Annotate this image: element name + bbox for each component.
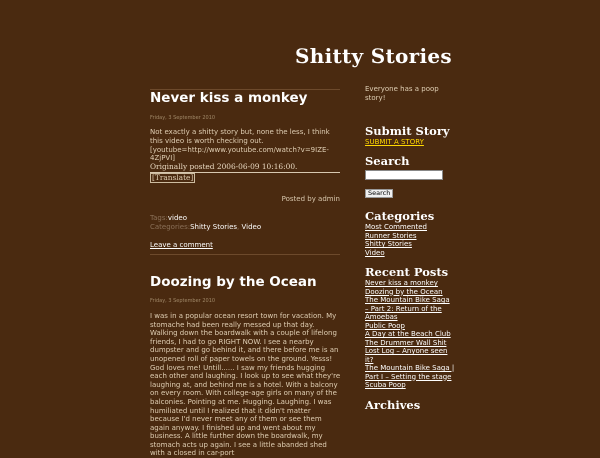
post-text: Not exactly a shitty story but, none the less, I think this video is worth checking out. [150,128,330,145]
post-date: Friday, 3 September 2010 [150,115,216,121]
post-text: I was in a popular ocean resort town for vacation. My stomache had been really messed up that day. Walking down the boardwalk with a couple of lifelong friends, I had to go RIGHT NOW. I see a nearby dumpster and go behind it, and there before me is an unopened roll of paper towels on the ground. Yesss! God loves me! Untill...... I saw my friends hugging each other and laughing. I look up to see what they're laughing at, and behind me is a hotel. With a balcony on every room. With college-age girls on many of the balconies. Pointing at me. Hugging. Laughing. I was humiliated until I realized that it didn't matter because I'd never meet any of them or see them again anyway. I finished up and went about my business. A little further down the boardwalk, my stomach acts up again. I see a little abanded shed with a closed in car-port [150,311,341,458]
category-item[interactable]: Video [365,248,385,257]
archives-heading: Archives [365,397,421,412]
leave-comment-link[interactable]: Leave a comment [150,240,213,249]
category-link[interactable]: Shitty Stories [190,222,238,231]
post [150,273,342,458]
recent-post-item[interactable]: Lost Log – Anyone seen it? [365,347,448,364]
translate-button[interactable]: [Translate] [152,172,194,182]
submit-story-link[interactable]: SUBMIT A STORY [365,138,424,146]
search-heading: Search [365,154,410,168]
recent-posts-heading: Recent Posts [365,265,449,279]
search-input[interactable] [365,170,443,180]
post [150,89,342,255]
search-form [365,170,455,199]
recent-post-item[interactable]: Doozing by the Ocean [365,287,443,296]
recent-post-item[interactable]: The Mountain Bike Saga – Part 2: Return of the Amoebas [365,296,450,321]
site-title[interactable]: Shitty Stories [295,44,452,68]
tags-label: Tags: [150,213,168,222]
category-link[interactable]: Video [241,222,262,231]
post-divider [150,254,340,255]
recent-posts-list [365,279,455,390]
search-button[interactable]: Search [365,189,393,198]
main-content [150,89,342,458]
originally-posted-note: Originally posted 2006-06-09 10:16:00. [150,163,340,173]
recent-post-item[interactable]: Never kiss a monkey [365,279,438,287]
recent-post-item[interactable]: Public Poop [365,321,405,330]
recent-post-item[interactable]: The Drummer Wall Shit [365,338,447,347]
sidebar [365,85,455,412]
categories-heading: Categories [365,209,435,223]
category-separator: , [237,222,242,231]
category-item[interactable]: Shitty Stories [365,240,412,248]
category-item[interactable]: Runner Stories [365,231,417,240]
post-meta [150,214,342,232]
recent-post-item[interactable]: A Day at the Beach Club [365,330,451,338]
post-date: Friday, 3 September 2010 [150,297,216,304]
post-title[interactable]: Never kiss a monkey [150,90,308,106]
site-tagline: Everyone has a poop story! [365,85,439,102]
post-body [150,312,342,458]
categories-label: Categories: [150,222,191,231]
category-item[interactable]: Most Commented [365,223,427,231]
submit-story-heading: Submit Story [365,124,450,138]
post-title[interactable]: Doozing by the Ocean [150,273,317,290]
tag-link[interactable]: video [167,213,187,222]
categories-list [365,223,455,257]
youtube-embed-code: [youtube=http://www.youtube.com/watch?v=9IZE-4ZjPVI] [150,145,329,163]
recent-post-item[interactable]: Scuba Poop [365,381,406,389]
recent-post-item[interactable]: The Mountain Bike Saga | Part I – Setting the stage [365,364,455,381]
post-body [150,128,342,183]
post-byline: Posted by admin [281,194,340,203]
